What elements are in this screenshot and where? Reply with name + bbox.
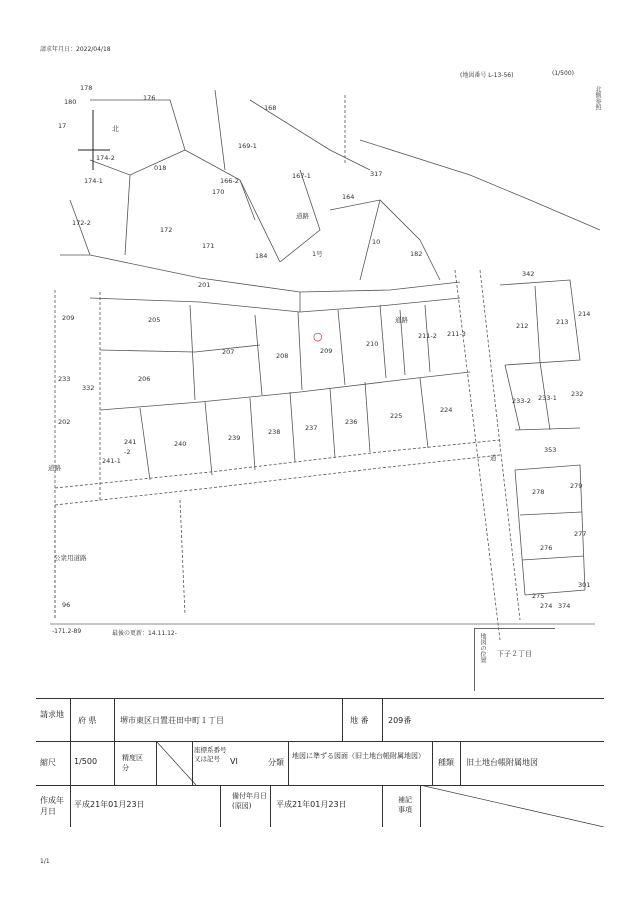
lot-number-label: 167-1 — [292, 172, 311, 180]
lot-number-label: 170 — [212, 188, 225, 196]
lot-number-label: 236 — [345, 418, 358, 426]
label-kind: 分類 — [268, 758, 284, 767]
scale-value: 1/500 — [74, 757, 98, 766]
lot-number-label: 241-1 — [102, 457, 121, 465]
lot-number-label: 018 — [154, 164, 167, 172]
lot-number-label: 275 — [532, 592, 545, 600]
road-label: 道路 — [296, 212, 309, 220]
lot-number-label: 212 — [516, 322, 529, 330]
lot-number-label: 209 — [320, 347, 333, 355]
side-note: 北側参照 — [594, 86, 601, 110]
lot-number-label: 301 — [578, 581, 591, 589]
map-footnote-left: -171.2-89 — [52, 628, 82, 635]
type-value: 旧土地台帳附属地図 — [466, 758, 538, 767]
lot-number-label: 182 — [410, 250, 423, 258]
lot-number-label: 211-2 — [418, 332, 437, 340]
lot-number-label: 238 — [268, 428, 281, 436]
lot-number-label: 201 — [198, 281, 211, 289]
backup-date-value: 平成21年01月23日 — [276, 800, 347, 809]
label-chiban: 地 番 — [350, 716, 369, 725]
lot-number-label: 10 — [372, 238, 381, 246]
lot-number-label: 225 — [390, 412, 403, 420]
lot-number-label: 233 — [58, 375, 71, 383]
lot-number-label: 241 — [124, 438, 137, 446]
lot-number-label: 214 — [578, 310, 591, 318]
target-lot-marker: ○ — [313, 330, 323, 343]
lot-number-label: 17 — [58, 122, 67, 130]
lot-number-label: 176 — [143, 94, 156, 102]
lot-number-label: 276 — [540, 544, 553, 552]
lot-number-label: 171 — [202, 242, 215, 250]
lot-number-label: 213 — [556, 318, 569, 326]
lot-number-label: 180 — [64, 98, 77, 106]
lot-number-label: 211-3 — [447, 330, 466, 338]
lot-number-label: 202 — [58, 418, 71, 426]
created-value: 平成21年01月23日 — [74, 800, 145, 809]
label-memo: 補記事項 — [398, 796, 412, 814]
label-type: 種類 — [438, 758, 454, 767]
road-label: 道 — [490, 454, 497, 462]
lot-number-label: 353 — [544, 446, 557, 454]
coordinate-value: VI — [230, 757, 238, 766]
road-label: 通路 — [395, 316, 408, 324]
lot-number-label: 164 — [342, 193, 355, 201]
location-box-value: 下子２丁目 — [497, 650, 532, 658]
lot-number-label: 172-2 — [72, 219, 91, 227]
lot-number-label: 206 — [138, 375, 151, 383]
page-number: 1/1 — [40, 858, 50, 865]
lot-number-label: 342 — [522, 270, 535, 278]
label-coordinate: 座標系番号又は記号 — [194, 746, 227, 763]
lot-number-label: 174-2 — [96, 154, 115, 162]
map-sheet-number: (地図番号 L-13-56) — [460, 72, 514, 79]
label-scale: 縮尺 — [40, 758, 56, 767]
lot-number-label: 332 — [82, 384, 95, 392]
location-box — [474, 628, 555, 691]
lot-number-label: 210 — [366, 340, 379, 348]
pref-text: 府 県 — [78, 716, 97, 725]
lot-number-label: 233-1 — [538, 394, 557, 402]
record-form — [36, 698, 604, 827]
road-line-lower — [90, 298, 460, 312]
lot-number-label: 205 — [148, 316, 161, 324]
lot-number-label: 168 — [264, 104, 277, 112]
lot-number-label: 277 — [574, 530, 587, 538]
label-request-location: 請求地 — [40, 710, 64, 719]
lot-number-label: -2 — [124, 448, 131, 456]
lot-number-label: 184 — [255, 252, 268, 260]
lot-number-label: 317 — [370, 170, 383, 178]
lot-number-label: 1号 — [312, 250, 323, 258]
lot-number-label: 240 — [174, 440, 187, 448]
label-precision: 精度区分 — [122, 754, 143, 772]
lot-number-label: 166-2 — [220, 177, 239, 185]
form-row-location — [36, 699, 604, 742]
lot-number-label: 278 — [532, 488, 545, 496]
lot-number-label: 274 — [540, 602, 553, 610]
road-line-upper — [90, 255, 460, 292]
north-label: 北 — [112, 125, 119, 133]
label-backup-date: 備付年月日(原図) — [232, 792, 267, 810]
map-ratio: (1/500) — [552, 70, 574, 77]
address-value: 堺市東区日置荘田中町１丁目 — [120, 716, 224, 725]
label-created: 作成年月日 — [40, 796, 64, 816]
form-row-scale — [36, 741, 604, 786]
lot-number-label: 174-1 — [84, 177, 103, 185]
form-row-dates — [36, 785, 604, 827]
lot-number-label: 172 — [160, 226, 173, 234]
kind-value: 地図に準ずる図面（旧土地台帳附属地図） — [292, 752, 425, 760]
lot-number-label: 207 — [222, 348, 235, 356]
lot-number-label: 374 — [558, 602, 571, 610]
lot-number-label: 169-1 — [238, 142, 257, 150]
lot-number-label: 232 — [571, 390, 584, 398]
print-date: 請求年月日：2022/04/18 — [40, 46, 111, 53]
map-footnote-mid: 最後の更新：14.11.12- — [112, 630, 177, 637]
location-box-caption: 地図の位置 — [479, 633, 486, 663]
lot-number-label: 96 — [62, 601, 71, 609]
road-label: 公衆用道路 — [54, 554, 87, 562]
lot-number-label: 239 — [228, 434, 241, 442]
chiban-value: 209番 — [388, 716, 412, 725]
road-label: 道路 — [48, 464, 61, 472]
lot-number-label: 178 — [80, 84, 93, 92]
lot-number-label: 224 — [440, 406, 453, 414]
lot-number-label: 233-2 — [512, 397, 531, 405]
lot-number-label: 208 — [276, 352, 289, 360]
lot-number-label: 279 — [570, 482, 583, 490]
lot-number-label: 209 — [62, 314, 75, 322]
lot-number-label: 237 — [305, 424, 318, 432]
